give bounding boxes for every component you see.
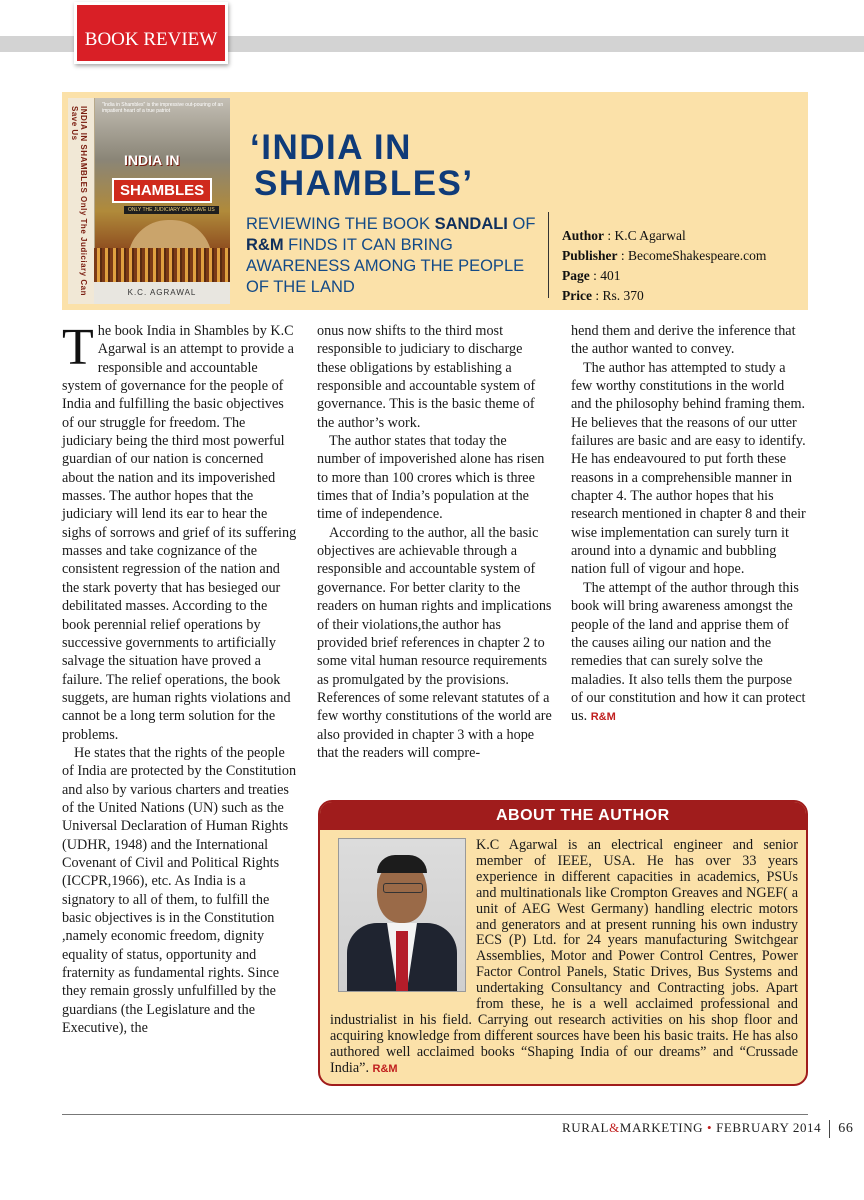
article-column-1 <box>62 319 298 1037</box>
about-author-heading: ABOUT THE AUTHOR <box>496 807 670 824</box>
cover-crowd-illustration <box>94 248 230 282</box>
standfirst-brand: R&M <box>246 236 284 254</box>
article-column-2 <box>317 322 553 762</box>
headline-line2: SHAMBLES’ <box>254 164 474 203</box>
headline-line1: ‘INDIA IN <box>250 128 412 167</box>
end-mark: R&M <box>372 1062 398 1075</box>
book-details <box>562 226 802 306</box>
detail-price <box>562 286 802 306</box>
footer-separator <box>829 1120 830 1138</box>
footer-issue: FEBRUARY 2014 <box>716 1120 822 1135</box>
book-cover-image <box>68 98 230 304</box>
article-paragraph <box>571 579 807 727</box>
drop-cap: T <box>62 319 94 376</box>
cover-title-line2: SHAMBLES <box>112 178 212 203</box>
footer-bullet: • <box>707 1120 713 1135</box>
page-number: 66 <box>838 1121 854 1136</box>
paragraph-text: The attempt of the author through this book will bring awareness amongst the people of the land and apprise them of the causes ailing our nation and the remedies that can surely solve the maladies. It also tells them the purpose of our constitution and how it can protect us. <box>571 579 806 725</box>
detail-value: : Rs. 370 <box>591 288 644 303</box>
cover-spine-text: INDIA IN SHAMBLES Only The Judiciary Can Save Us <box>70 106 88 296</box>
end-mark: R&M <box>590 711 616 724</box>
standfirst-part3: FINDS IT CAN BRING AWARENESS AMONG THE PEOPLE OF THE LAND <box>246 236 525 296</box>
footer-rule <box>62 1114 808 1115</box>
cover-subtitle: ONLY THE JUDICIARY CAN SAVE US <box>124 206 219 214</box>
footer-publication-part2: MARKETING <box>619 1120 704 1135</box>
author-photo <box>338 838 466 992</box>
cover-quote: "India in Shambles" is the impressive out-pouring of an impatient heart of a true patriot <box>102 102 224 114</box>
footer-publication-amp: & <box>609 1120 620 1135</box>
article-paragraph: He states that the rights of the people of India are protected by the Constitution and also by various charters and treaties of the United Nations (UN) such as the Universal Declaration of Human Rights (UDHR, 1948) and the International Covenant of Civil and Political Rights (ICCPR,1966), etc. As India is a signatory to all of them, to fulfill the basic objectives is in the Constitution ,namely economic freedom, dignity equality of status, opportunity and fraternity as fundamental rights. Since they remain grossly unfulfilled by the guardians (the Legislature and the Executive), the <box>62 744 297 1037</box>
section-tag-label: BOOK REVIEW <box>84 29 218 50</box>
header-divider <box>548 212 549 298</box>
article-paragraph: The author states that today the number of impoverished alone has risen to more than 100 crores which is three times that of India’s population at the time of independence. <box>317 433 545 523</box>
cover-author: K.C. AGRAWAL <box>94 282 230 304</box>
detail-value: : K.C Agarwal <box>604 228 686 243</box>
detail-publisher <box>562 246 802 266</box>
photo-glasses <box>383 883 423 893</box>
cover-title-line1: INDIA IN <box>124 152 180 168</box>
about-author-box <box>318 800 808 1086</box>
detail-value: : BecomeShakespeare.com <box>617 248 767 263</box>
about-author-text: K.C Agarwal is an electrical engineer and senior member of IEEE, USA. He has over 33 years experience in different capacities in academics, PSUs and multinationals like Crompton Greaves and NGEF( a unit of AEG West Germany) handling electric motors and generators and at present running his own industry ECS (P) Ltd. for 24 years manufacturing Switchgear Assemblies, Motor and Power Control Centres, Power Factor Control Panels, Static Drives, Bus Systems and undertaking Consultancy and Contracting jobs. Apart from these, he is a well acclaimed professional and industrialist in his field. Carrying out research activities on his shop floor and acquiring knowledge from different sources have been his basic traits. He has also authored well acclaimed books “Shaping India of our dreams” and “Crussade India”. <box>330 837 798 1076</box>
article-paragraph: According to the author, all the basic objectives are achievable through a responsible and accountable system of governance. For better clarity to the readers on human rights and implications of their violations,the author has provided brief references in chapter 2 to some vital human resource requirements as promulgated by the provisions. References of some relevant statutes of a few worthy constitutions of the world are also provided in chapter 3 with a hope that the readers will compre- <box>317 524 552 761</box>
standfirst-part1: REVIEWING THE BOOK <box>246 215 435 233</box>
cover-spine <box>68 98 95 304</box>
detail-label: Author <box>562 228 605 243</box>
paragraph-text: he book India in Shambles by K.C Agarwal is an attempt to provide a responsible and accountable system of governance for the people of India and fulfilling the basic objectives of our struggle for freedom. The judiciary being the third most powerful guardian of our nation is concerned about the nation and its impoverished masses. The author hopes that the judiciary will lend its ear to hear the sighs of sorrows and grief of its suffering masses and take cognizance of the consistent regression of the nation and the stark poverty that has besieged our debilitated masses. According to the book perennial relief operations by successive governments to artificially salvage the situation have proved a failure. The relief operations, the book suggets, are human rights violations and cannot be a long term solution for the problems. <box>62 323 297 743</box>
photo-tie <box>396 931 408 992</box>
detail-page <box>562 266 802 286</box>
photo-hair <box>377 855 427 873</box>
page-footer <box>562 1120 853 1138</box>
article-paragraph: hend them and derive the inference that the author wanted to convey. <box>571 323 796 358</box>
article-column-3 <box>571 322 807 727</box>
article-paragraph: The author has attempted to study a few worthy constitutions in the world and the philosophy behind framing them. He believes that the reasons of our utter failures are basic and are easy to identify. He has endeavoured to put forth these reasons in a comprehensible manner in chapter 4. The author hopes that his research mentioned in chapter 8 and their wise implementation can surely turn it around into a dynamic and bubbling nation full of vigour and hope. <box>571 359 806 578</box>
article-paragraph: onus now shifts to the third most responsible to judiciary to discharge these obligations by establishing a responsible and accountable system of governance. This is the basic theme of the author’s work. <box>317 323 536 431</box>
detail-label: Page <box>562 268 590 283</box>
detail-author <box>562 226 802 246</box>
article-paragraph <box>62 319 298 744</box>
headline <box>250 130 474 202</box>
detail-label: Publisher <box>562 248 618 263</box>
detail-value: : 401 <box>589 268 621 283</box>
detail-label: Price <box>562 288 592 303</box>
footer-publication-part1: RURAL <box>562 1120 610 1135</box>
standfirst <box>246 214 546 298</box>
standfirst-part2: OF <box>507 215 536 233</box>
section-tag <box>74 2 228 64</box>
standfirst-reviewer: SANDALI <box>434 215 508 233</box>
